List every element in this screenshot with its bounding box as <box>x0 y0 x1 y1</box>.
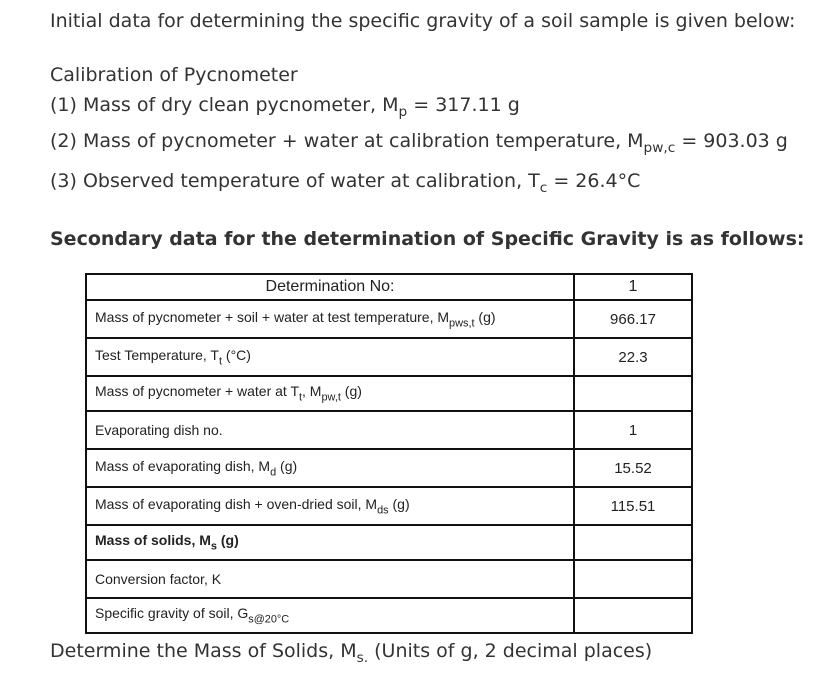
row-label: Specific gravity of soil, $G_{s@20^\circ C}$ <box>86 598 574 633</box>
row-value: 15.52 <box>574 449 692 487</box>
row-value <box>574 525 692 560</box>
row-label: Evaporating dish no. <box>86 411 574 449</box>
table-row <box>86 560 692 598</box>
table-header-row <box>86 274 692 300</box>
table-row <box>86 487 692 525</box>
row-label: Conversion factor, K <box>86 560 574 598</box>
table-row <box>86 376 692 411</box>
row-value: 966.17 <box>574 300 692 338</box>
header-value: 1 <box>574 274 692 300</box>
intro-text: Initial data for determining the specific gravity of a soil sample is given below: <box>50 10 796 32</box>
row-value <box>574 560 692 598</box>
table-row <box>86 525 692 560</box>
table-row <box>86 300 692 338</box>
calibration-item-1: (1) Mass of dry clean pycnometer, $M_p = 317.11$ g <box>50 94 520 120</box>
calibration-title: Calibration of Pycnometer <box>50 64 298 86</box>
question-text: Determine the Mass of Solids, $M_{s.}$ (Units of g, 2 decimal places) <box>50 640 653 666</box>
table-row <box>86 338 692 376</box>
row-label: Mass of pycnometer + water at $T_t$, $M_{pw,t}$ (g) <box>86 376 574 411</box>
data-table <box>85 273 693 634</box>
calibration-item-2: (2) Mass of pycnometer + water at calibration temperature, $M_{pw,c} = 903.03$ g <box>50 130 788 156</box>
secondary-heading: Secondary data for the determination of Specific Gravity is as follows: <box>50 228 805 250</box>
row-label: Mass of pycnometer + soil + water at test temperature, $M_{pws,t}$ (g) <box>86 300 574 338</box>
row-label: Test Temperature, $T_t$ (°C) <box>86 338 574 376</box>
row-value <box>574 376 692 411</box>
header-label: Determination No: <box>86 274 574 300</box>
row-value: 1 <box>574 411 692 449</box>
row-value: 22.3 <box>574 338 692 376</box>
row-value: 115.51 <box>574 487 692 525</box>
calibration-item-3: (3) Observed temperature of water at calibration, $T_c = 26.4^\circ C$ <box>50 170 641 196</box>
row-label: Mass of evaporating dish, $M_d$ (g) <box>86 449 574 487</box>
table-row <box>86 598 692 633</box>
table-row <box>86 411 692 449</box>
row-value <box>574 598 692 633</box>
table-row <box>86 449 692 487</box>
row-label: Mass of evaporating dish + oven-dried soil, $M_{ds}$ (g) <box>86 487 574 525</box>
row-label: Mass of solids, $M_s$ (g) <box>86 525 574 560</box>
